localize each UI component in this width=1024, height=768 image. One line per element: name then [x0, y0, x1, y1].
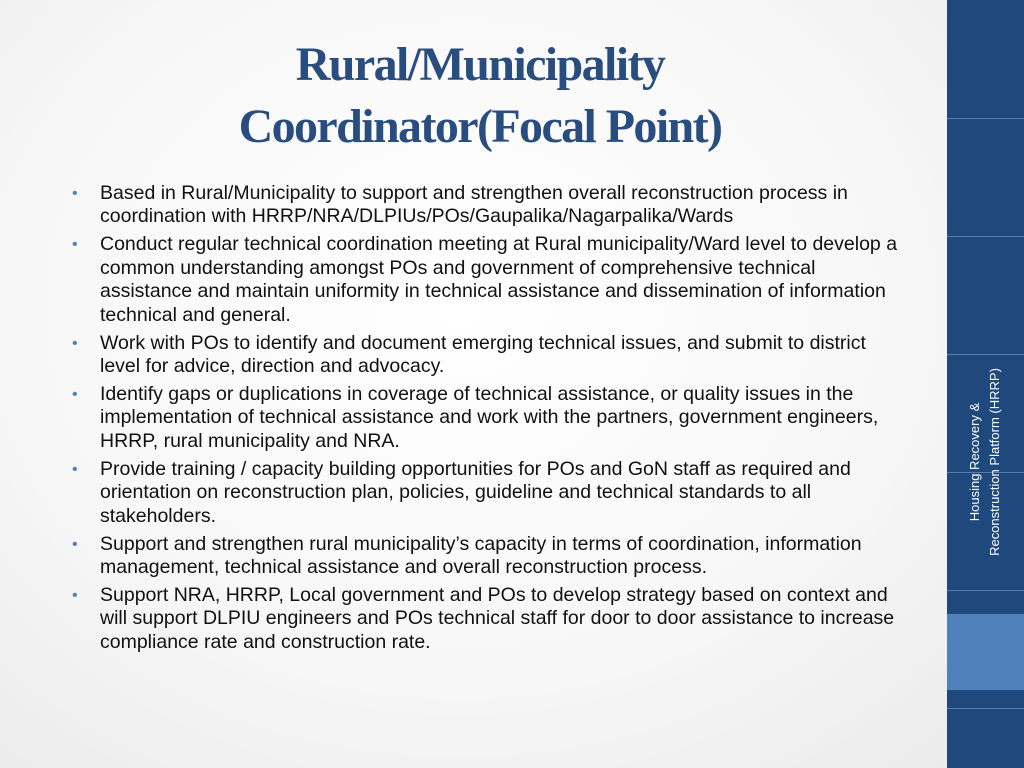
side-panel [947, 0, 1024, 768]
bullet-dot-icon: • [72, 334, 78, 352]
side-panel-divider [947, 236, 1024, 237]
title-line-1: Rural/Municipality [295, 38, 665, 91]
bullet-text: Support and strengthen rural municipality’s capacity in terms of coordination, information management, technical assistance and overall reconstruction process. [100, 532, 862, 579]
bullet-item [70, 533, 900, 580]
bullet-list [70, 182, 900, 659]
bullet-text: Provide training / capacity building opportunities for POs and GoN staff as required and orientation on reconstruction plan, policies, guideline and technical standards to all stakeholders. [100, 457, 851, 527]
bullet-dot-icon: • [72, 535, 78, 553]
bullet-text: Based in Rural/Municipality to support and strengthen overall reconstruction process in coordination with HRRP/NRA/DLPIUs/POs/Gaupalika/Nagarpalika/Wards [100, 182, 848, 228]
bullet-dot-icon: • [72, 185, 78, 202]
side-panel-caption-line-2: Reconstruction Platform (HRRP) [987, 368, 1002, 556]
side-panel-divider [947, 708, 1024, 709]
bullet-text: Work with POs to identify and document emerging technical issues, and submit to district level for advice, direction and advocacy. [100, 331, 866, 378]
side-panel-divider [947, 118, 1024, 119]
bullet-text: Conduct regular technical coordination meeting at Rural municipality/Ward level to develop a common understanding amongst POs and government of comprehensive technical assistance and maintain uniformity in technical assistance and dissemination of information technical and general. [100, 233, 898, 326]
side-panel-divider [947, 590, 1024, 591]
bullet-dot-icon: • [72, 386, 78, 404]
bullet-item [70, 233, 900, 327]
bullet-item [70, 182, 900, 229]
side-panel-caption-line-1: Housing Recovery & [967, 402, 982, 522]
bullet-item [70, 458, 900, 528]
bullet-item [70, 383, 900, 453]
bullet-dot-icon: • [72, 460, 78, 478]
bullet-text: Support NRA, HRRP, Local government and POs to develop strategy based on context and will support DLPIU engineers and POs technical staff for door to door assistance to increase compliance rate and construction rate. [100, 584, 895, 653]
bullet-item [70, 584, 900, 654]
bullet-dot-icon: • [72, 587, 78, 605]
bullet-text: Identify gaps or duplications in coverage of technical assistance, or quality issues in the implementation of technical assistance and work with the partners, government engineers, HRRP, rural municipality and NRA. [100, 383, 879, 452]
bullet-dot-icon: • [72, 236, 78, 254]
slide-title [40, 34, 920, 158]
bullet-item [70, 332, 900, 379]
title-line-2: Coordinator(Focal Point) [238, 100, 722, 153]
side-panel-caption [965, 342, 1005, 582]
side-panel-accent-block [947, 614, 1024, 690]
